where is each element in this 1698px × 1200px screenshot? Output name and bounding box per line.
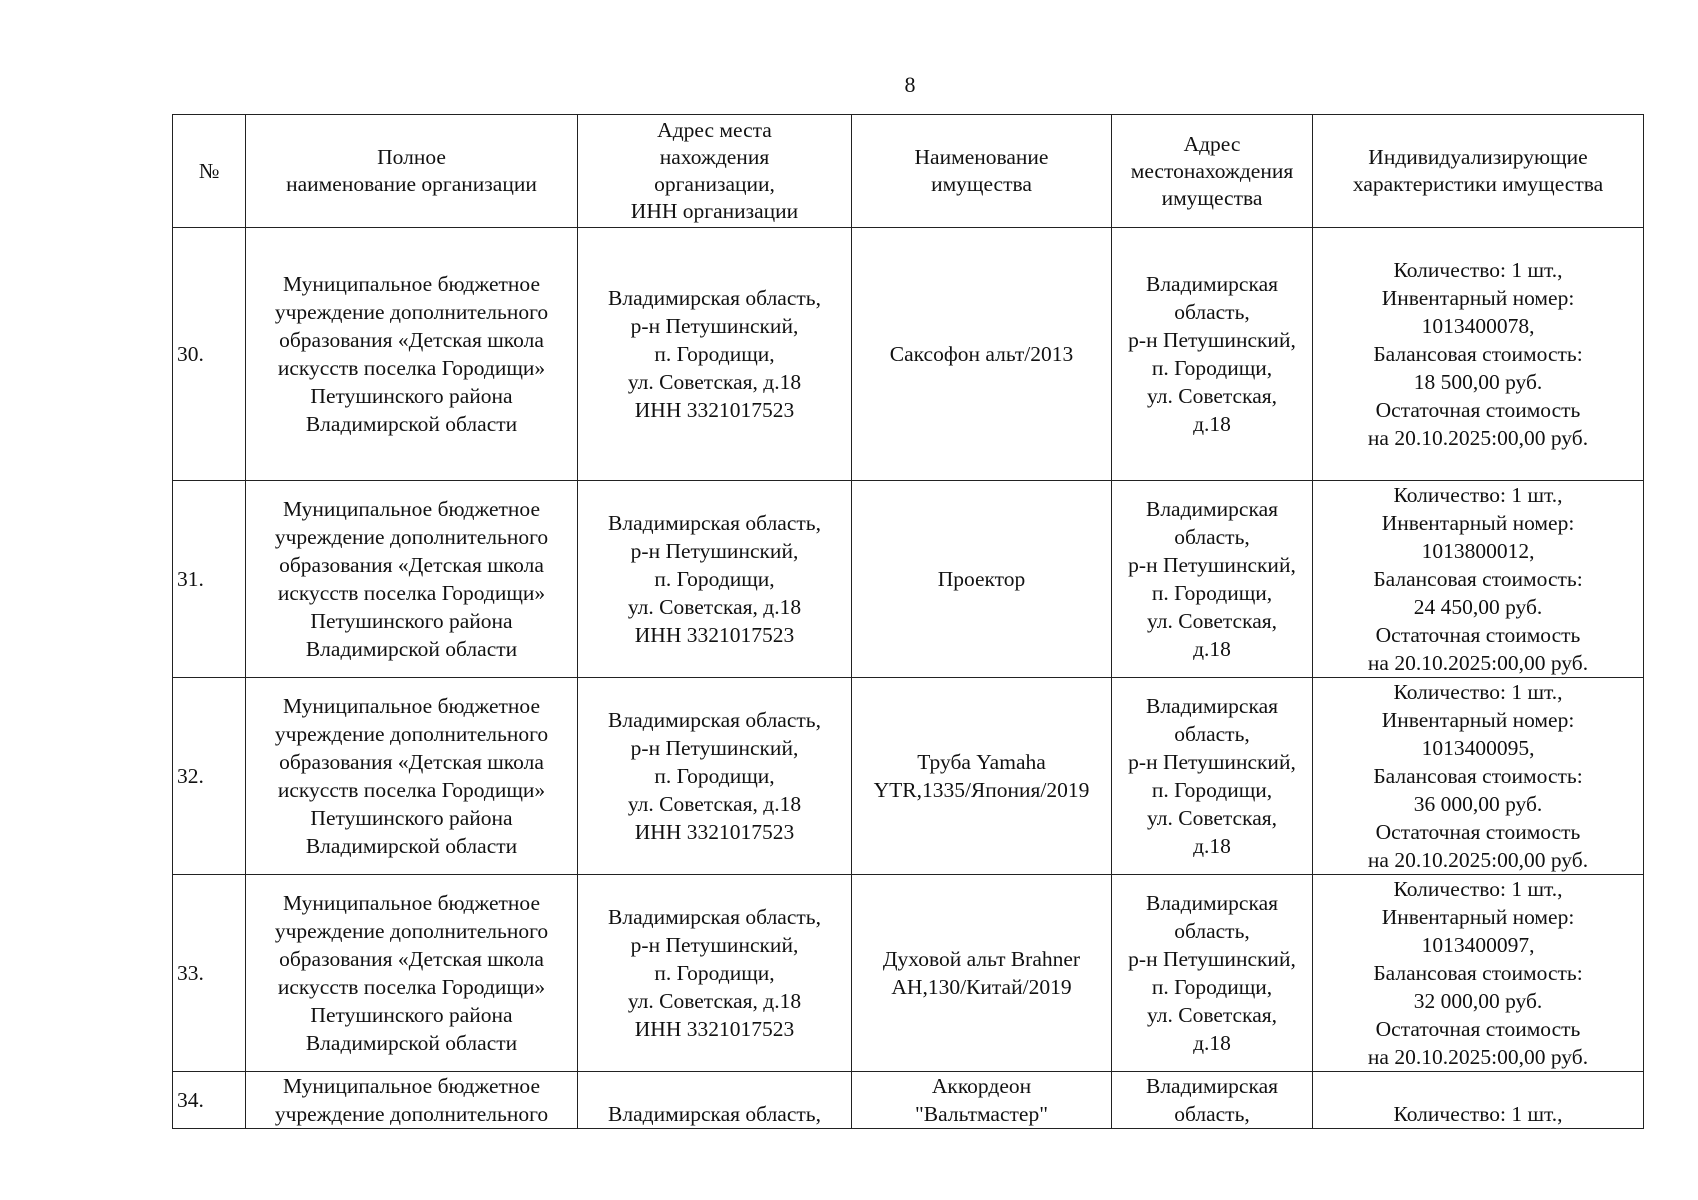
org-name-cell: Муниципальное бюджетное учреждение дополнительного образования «Детская школа искусств поселка Городищи» Петушинского района Владимирской области: [246, 481, 578, 678]
row-number: 32.: [173, 678, 246, 875]
org-address-cell: Владимирская область, р-н Петушинский, п. Городищи, ул. Советская, д.18 ИНН 3321017523: [578, 678, 852, 875]
characteristics-cell: Количество: 1 шт., Инвентарный номер: 1013800012, Балансовая стоимость: 24 450,00 руб. Остаточная стоимость на 20.10.2025:00,00 руб.: [1313, 481, 1644, 678]
property-name-cell: Труба Yamaha YTR,1335/Япония/2019: [852, 678, 1112, 875]
characteristics-cell: Количество: 1 шт., Инвентарный номер: 1013400095, Балансовая стоимость: 36 000,00 руб. Остаточная стоимость на 20.10.2025:00,00 руб.: [1313, 678, 1644, 875]
property-name-cell: Проектор: [852, 481, 1112, 678]
org-address-cell: Владимирская область, р-н Петушинский, п. Городищи, ул. Советская, д.18 ИНН 3321017523: [578, 228, 852, 481]
table-row: [173, 1072, 1644, 1129]
property-name-cell: Саксофон альт/2013: [852, 228, 1112, 481]
property-name-cell: Аккордеон "Вальтмастер": [852, 1072, 1112, 1129]
property-registry-table: [172, 114, 1644, 1129]
property-address-cell: Владимирская область, р-н Петушинский, п. Городищи, ул. Советская, д.18: [1112, 678, 1313, 875]
header-characteristics: Индивидуализирующие характеристики имущества: [1313, 115, 1644, 228]
row-number: 34.: [173, 1072, 246, 1129]
table-row: [173, 228, 1644, 481]
characteristics-cell: Количество: 1 шт., Инвентарный номер: 1013400078, Балансовая стоимость: 18 500,00 руб. Остаточная стоимость на 20.10.2025:00,00 руб.: [1313, 228, 1644, 481]
org-address-cell: Владимирская область, р-н Петушинский, п. Городищи, ул. Советская, д.18 ИНН 3321017523: [578, 875, 852, 1072]
property-name-cell: Духовой альт Brahner AH,130/Китай/2019: [852, 875, 1112, 1072]
table-row: [173, 678, 1644, 875]
header-number: №: [173, 115, 246, 228]
property-address-cell: Владимирская область,: [1112, 1072, 1313, 1129]
table-row: [173, 481, 1644, 678]
header-org-name: Полное наименование организации: [246, 115, 578, 228]
table-row: [173, 875, 1644, 1072]
org-name-cell: Муниципальное бюджетное учреждение дополнительного образования «Детская школа искусств поселка Городищи» Петушинского района Владимирской области: [246, 875, 578, 1072]
row-number: 33.: [173, 875, 246, 1072]
page-number: 8: [904, 72, 916, 97]
header-property-name: Наименование имущества: [852, 115, 1112, 228]
characteristics-cell: Количество: 1 шт.,: [1313, 1072, 1644, 1129]
row-number: 31.: [173, 481, 246, 678]
org-name-cell: Муниципальное бюджетное учреждение дополнительного образования «Детская школа искусств поселка Городищи» Петушинского района Владимирской области: [246, 228, 578, 481]
row-number: 30.: [173, 228, 246, 481]
header-property-address: Адрес местонахождения имущества: [1112, 115, 1313, 228]
property-address-cell: Владимирская область, р-н Петушинский, п. Городищи, ул. Советская, д.18: [1112, 875, 1313, 1072]
org-address-cell: Владимирская область, р-н Петушинский, п. Городищи, ул. Советская, д.18 ИНН 3321017523: [578, 481, 852, 678]
org-name-cell: Муниципальное бюджетное учреждение дополнительного образования «Детская школа искусств поселка Городищи» Петушинского района Владимирской области: [246, 678, 578, 875]
characteristics-cell: Количество: 1 шт., Инвентарный номер: 1013400097, Балансовая стоимость: 32 000,00 руб. Остаточная стоимость на 20.10.2025:00,00 руб.: [1313, 875, 1644, 1072]
org-name-cell: Муниципальное бюджетное учреждение дополнительного: [246, 1072, 578, 1129]
table-header-row: [173, 115, 1644, 228]
property-address-cell: Владимирская область, р-н Петушинский, п. Городищи, ул. Советская, д.18: [1112, 481, 1313, 678]
org-address-cell: Владимирская область,: [578, 1072, 852, 1129]
property-address-cell: Владимирская область, р-н Петушинский, п. Городищи, ул. Советская, д.18: [1112, 228, 1313, 481]
header-org-address: Адрес места нахождения организации, ИНН организации: [578, 115, 852, 228]
